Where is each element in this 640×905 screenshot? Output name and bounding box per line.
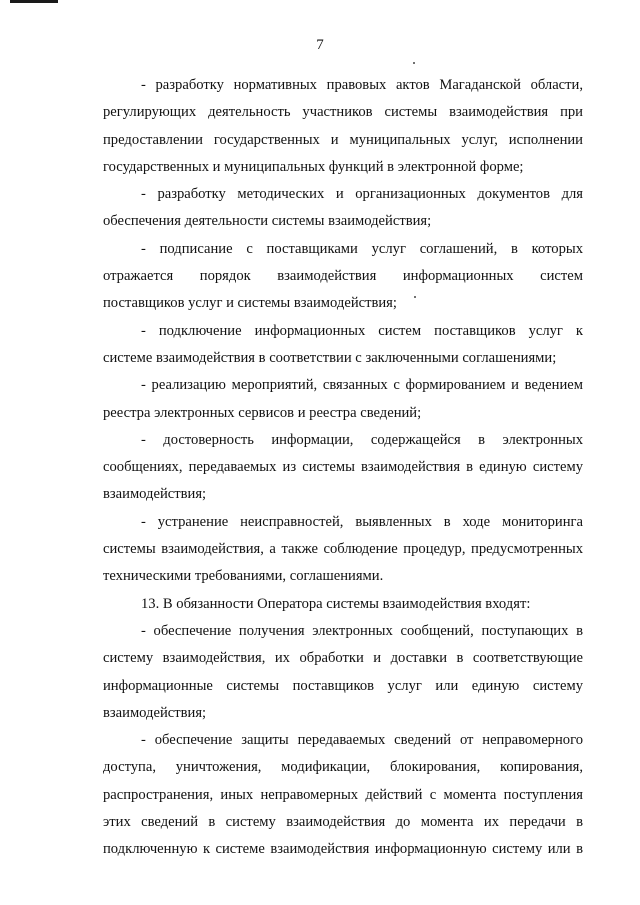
- text-line: - достоверность информации, содержащейся в электронных: [141, 431, 583, 448]
- text-line: 13. В обязанности Оператора системы взаимодействия входят:: [141, 595, 531, 612]
- text-line: поставщиков услуг и системы взаимодействия;: [103, 295, 397, 312]
- text-line: реестра электронных сервисов и реестра сведений;: [103, 404, 422, 421]
- text-line: подключенную к системе взаимодействия информационную систему или в: [103, 841, 583, 858]
- text-line: отражается порядок взаимодействия информационных систем: [103, 268, 583, 285]
- text-line: - обеспечение защиты передаваемых сведений от неправомерного: [141, 732, 583, 749]
- document-body: [103, 72, 583, 864]
- text-line: регулирующих деятельность участников системы взаимодействия при: [103, 104, 583, 121]
- text-line: - подписание с поставщиками услуг соглашений, в которых: [141, 240, 583, 257]
- text-line: государственных и муниципальных функций в электронной форме;: [103, 158, 524, 175]
- text-line: - обеспечение получения электронных сообщений, поступающих в: [141, 622, 583, 639]
- text-line: взаимодействия;: [103, 486, 207, 503]
- text-line: предоставлении государственных и муниципальных услуг, исполнении: [103, 131, 583, 148]
- text-line: систему взаимодействия, их обработки и доставки в соответствующие: [103, 650, 583, 667]
- text-line: обеспечения деятельности системы взаимодействия;: [103, 213, 432, 230]
- text-line: сообщениях, передаваемых из системы взаимодействия в единую систему: [103, 459, 583, 476]
- text-line: - реализацию мероприятий, связанных с формированием и ведением: [141, 377, 583, 394]
- text-line: системы взаимодействия, а также соблюдение процедур, предусмотренных: [103, 541, 583, 558]
- text-line: взаимодействия;: [103, 704, 207, 721]
- text-line: этих сведений в систему взаимодействия до момента их передачи в: [103, 814, 583, 831]
- text-line: информационные системы поставщиков услуг или единую систему: [103, 677, 583, 694]
- text-line: - устранение неисправностей, выявленных в ходе мониторинга: [141, 513, 583, 530]
- text-line: системе взаимодействия в соответствии с заключенными соглашениями;: [103, 349, 557, 366]
- text-line: распространения, иных неправомерных действий с момента поступления: [103, 786, 583, 803]
- text-line: техническими требованиями, соглашениями.: [103, 568, 384, 585]
- text-line: доступа, уничтожения, модификации, блокирования, копирования,: [103, 759, 583, 776]
- scan-edge-line: [10, 0, 58, 3]
- text-line: - разработку методических и организационных документов для: [141, 186, 583, 203]
- scan-speck: [413, 62, 415, 64]
- page-number: 7: [316, 37, 324, 53]
- text-line: - подключение информационных систем поставщиков услуг к: [141, 322, 583, 339]
- text-line: - разработку нормативных правовых актов Магаданской области,: [141, 77, 583, 93]
